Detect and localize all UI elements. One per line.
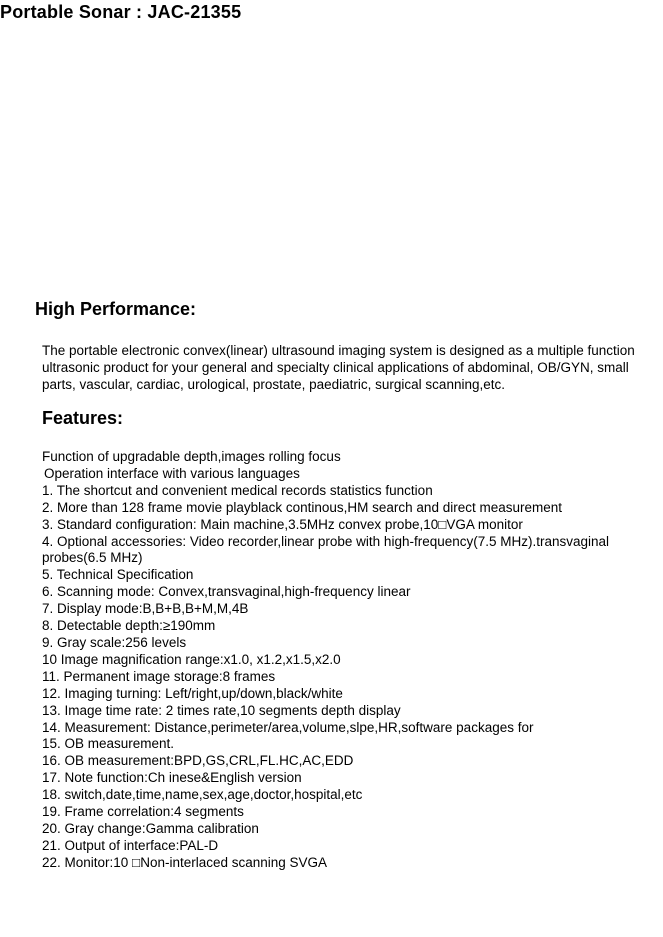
feature-item: 16. OB measurement:BPD,GS,CRL,FL.HC,AC,EDD bbox=[42, 753, 354, 769]
feature-item: 15. OB measurement. bbox=[42, 736, 175, 752]
feature-item: 5. Technical Specification bbox=[42, 567, 194, 583]
feature-item: 1. The shortcut and convenient medical records statistics function bbox=[42, 482, 433, 498]
feature-item: 9. Gray scale:256 levels bbox=[42, 634, 187, 650]
page-title: Portable Sonar : JAC-21355 bbox=[0, 2, 242, 22]
feature-item: 13. Image time rate: 2 times rate,10 segments depth display bbox=[42, 702, 401, 718]
feature-item: 18. switch,date,time,name,sex,age,doctor,hospital,etc bbox=[42, 787, 363, 803]
feature-item: 4. Optional accessories: Video recorder,linear probe with high-frequency(7.5 MHz).transvaginal probes(6.5 MHz) bbox=[42, 533, 610, 566]
high-performance-text: The portable electronic convex(linear) ultrasound imaging system is designed as a multiple function ultrasonic product for your general and specialty clinical applications of abdominal, OB/GYN, small parts, vascular, cardiac, urological, prostate, paediatric, surgical scanning,etc. bbox=[42, 343, 635, 392]
feature-item: 6. Scanning mode: Convex,transvaginal,high-frequency linear bbox=[42, 584, 411, 600]
feature-item: 2. More than 128 frame movie playblack continous,HM search and direct measurement bbox=[42, 499, 563, 515]
feature-item: 7. Display mode:B,B+B,B+M,M,4B bbox=[42, 601, 249, 617]
feature-item: 14. Measurement: Distance,perimeter/area,volume,slpe,HR,software packages for bbox=[42, 719, 534, 735]
feature-item: 17. Note function:Ch inese&English version bbox=[42, 770, 302, 786]
product-image-placeholder bbox=[40, 40, 620, 280]
feature-item: 8. Detectable depth:≥190mm bbox=[42, 618, 216, 634]
feature-item: 12. Imaging turning: Left/right,up/down,black/white bbox=[42, 685, 343, 701]
feature-item: 10 Image magnification range:x1.0, x1.2,x1.5,x2.0 bbox=[42, 651, 341, 667]
feature-item: 11. Permanent image storage:8 frames bbox=[42, 668, 276, 684]
feature-item: Operation interface with various languages bbox=[44, 465, 300, 481]
feature-item: 22. Monitor:10 □Non-interlaced scanning SVGA bbox=[42, 854, 328, 870]
feature-item: 19. Frame correlation:4 segments bbox=[42, 804, 244, 820]
feature-list bbox=[42, 449, 662, 872]
feature-item: 21. Output of interface:PAL-D bbox=[42, 837, 219, 853]
feature-item: 20. Gray change:Gamma calibration bbox=[42, 820, 259, 836]
high-performance-heading: High Performance: bbox=[35, 299, 197, 319]
feature-item: Function of upgradable depth,images rolling focus bbox=[42, 449, 341, 464]
feature-item: 3. Standard configuration: Main machine,3.5MHz convex probe,10□VGA monitor bbox=[42, 516, 523, 532]
features-heading: Features: bbox=[42, 408, 124, 428]
